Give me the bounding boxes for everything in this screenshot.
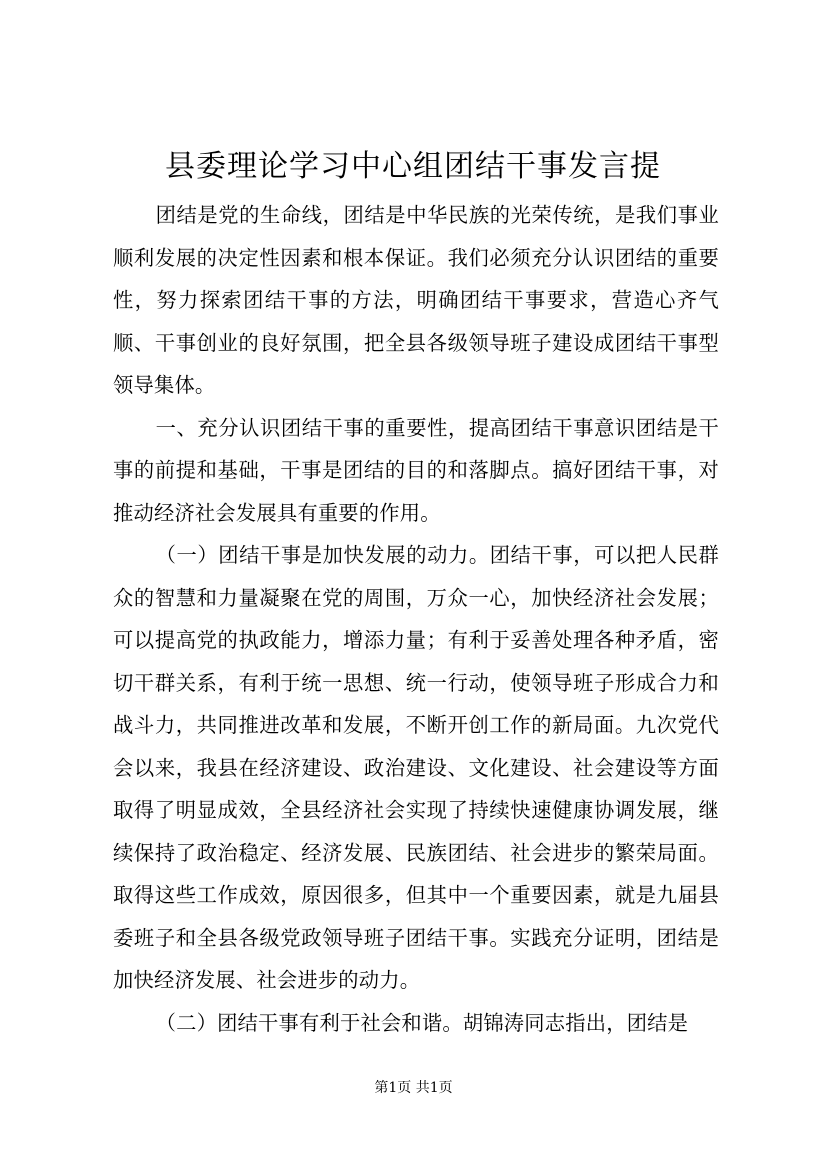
paragraph-subsection-2: （二）团结干事有利于社会和谐。胡锦涛同志指出，团结是 [155,1010,689,1035]
paragraph-subsection-1: （一）团结干事是加快发展的动力。团结干事，可以把人民群众的智慧和力量凝聚在党的周围，万众一心，加快经济社会发展；可以提高党的执政能力，增添力量；有利于妥善处理各种矛盾，密切干群关系，有利于统一思想、统一行动，使领导班子形成合力和战斗力，共同推进改革和发展，不断开创工作的新局面。九次党代会以来，我县在经济建设、政治建设、文化建设、社会建设等方面取得了明显成效，全县经济社会实现了持续快速健康协调发展，继续保持了政治稳定、经济发展、民族团结、社会进步的繁荣局面。取得这些工作成效，原因很多，但其中一个重要因素，就是九届县委班子和全县各级党政领导班子团结干事。实践充分证明，团结是加快经济发展、社会进步的动力。 [113,543,719,992]
paragraph-section-1: 一、充分认识团结干事的重要性，提高团结干事意识团结是干事的前提和基础，干事是团结的目的和落脚点。搞好团结干事，对推动经济社会发展具有重要的作用。 [113,415,719,525]
page-footer: 第1页 共1页 [374,1080,453,1096]
paragraph-intro: 团结是党的生命线，团结是中华民族的光荣传统，是我们事业顺利发展的决定性因素和根本保证。我们必须充分认识团结的重要性，努力探索团结干事的方法，明确团结干事要求，营造心齐气顺、干事创业的良好氛围，把全县各级领导班子建设成团结干事型领导集体。 [113,203,719,397]
document-title: 县委理论学习中心组团结干事发言提 [165,149,661,184]
document-body [113,194,719,1044]
